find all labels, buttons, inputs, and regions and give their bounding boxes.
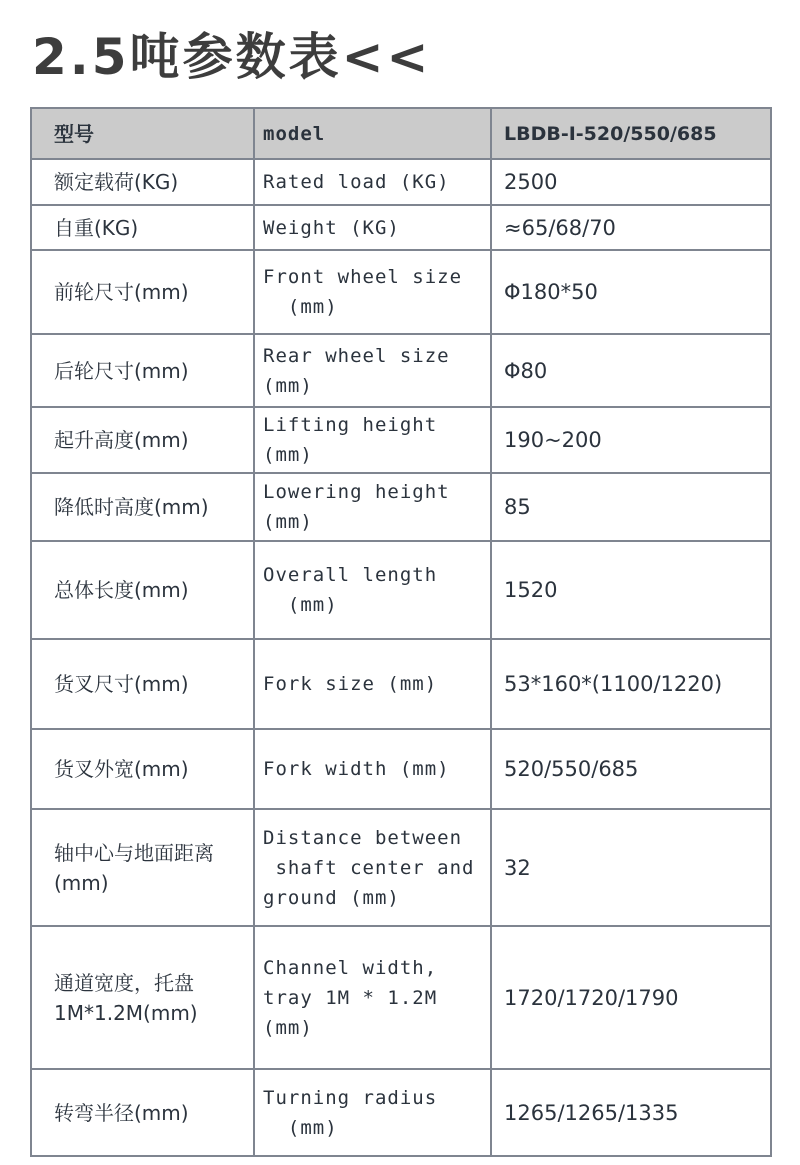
header-model-value: LBDB-Ⅰ-520/550/685 [491, 108, 771, 159]
param-name-en-line: (mm) [263, 511, 313, 533]
param-name-cn: 起升高度(mm) [31, 407, 254, 473]
param-name-en [254, 926, 491, 1069]
param-name-en-line: shaft center and [263, 856, 475, 879]
param-name-en-line: (mm) [263, 594, 338, 616]
param-name-en [254, 334, 491, 407]
param-name-en-line: Channel width, [263, 956, 438, 979]
table-row [31, 334, 771, 407]
param-value: 1720/1720/1790 [491, 926, 771, 1069]
table-row [31, 926, 771, 1069]
param-value: Φ80 [491, 334, 771, 407]
table-row [31, 729, 771, 809]
param-name-en-line: Front wheel size [263, 266, 463, 288]
param-value: ≈65/68/70 [491, 205, 771, 250]
param-name-en [254, 729, 491, 809]
param-name-en-line: Weight (KG) [263, 216, 400, 239]
header-cn: 型号 [31, 108, 254, 159]
param-name-en-line: Rated load (KG) [263, 171, 450, 193]
param-name-en-line: Overall length [263, 564, 438, 586]
param-name-en-line: (mm) [263, 1116, 338, 1139]
table-row [31, 809, 771, 926]
param-value: 53*160*(1100/1220) [491, 639, 771, 729]
param-name-en-line: Lowering height [263, 481, 450, 503]
param-name-en [254, 639, 491, 729]
table-row [31, 250, 771, 334]
param-value: 85 [491, 473, 771, 541]
param-name-en-line: Turning radius [263, 1086, 438, 1109]
param-name-en [254, 407, 491, 473]
table-row [31, 639, 771, 729]
param-name-en [254, 205, 491, 250]
table-row [31, 473, 771, 541]
param-name-cn: 轴中心与地面距离(mm) [31, 809, 254, 926]
param-name-en-line: (mm) [263, 444, 313, 466]
param-name-en-line: (mm) [263, 374, 313, 397]
param-name-en-line: Fork width (mm) [263, 758, 450, 780]
param-name-en-line: Distance between [263, 826, 463, 849]
param-name-cn: 通道宽度，托盘1M*1.2M(mm) [31, 926, 254, 1069]
param-name-cn: 转弯半径(mm) [31, 1069, 254, 1156]
header-en: model [254, 108, 491, 159]
param-name-cn: 前轮尺寸(mm) [31, 250, 254, 334]
table-header-row [31, 108, 771, 159]
param-name-cn: 货叉尺寸(mm) [31, 639, 254, 729]
param-name-en [254, 250, 491, 334]
param-name-cn: 额定载荷(KG) [31, 159, 254, 205]
table-row [31, 159, 771, 205]
param-value: 190~200 [491, 407, 771, 473]
param-value: 32 [491, 809, 771, 926]
param-name-en-line: (mm) [263, 1016, 313, 1039]
param-value: 1520 [491, 541, 771, 639]
param-name-en [254, 473, 491, 541]
param-name-en-line: tray 1M * 1.2M [263, 986, 438, 1009]
param-name-cn: 总体长度(mm) [31, 541, 254, 639]
table-row [31, 1069, 771, 1156]
page-title: 2.5吨参数表<< [32, 28, 432, 86]
param-name-en-line: Rear wheel size [263, 344, 450, 367]
param-name-cn: 货叉外宽(mm) [31, 729, 254, 809]
param-value: 520/550/685 [491, 729, 771, 809]
spec-table [30, 107, 772, 1157]
param-name-en [254, 809, 491, 926]
param-name-cn: 后轮尺寸(mm) [31, 334, 254, 407]
param-value: 2500 [491, 159, 771, 205]
param-name-en [254, 1069, 491, 1156]
param-name-en-line: Fork size (mm) [263, 673, 438, 695]
param-value: 1265/1265/1335 [491, 1069, 771, 1156]
param-name-en-line: (mm) [263, 296, 338, 318]
param-name-en-line: Lifting height [263, 414, 438, 436]
table-row [31, 407, 771, 473]
table-row [31, 541, 771, 639]
param-name-en [254, 541, 491, 639]
param-value: Φ180*50 [491, 250, 771, 334]
param-name-cn: 降低时高度(mm) [31, 473, 254, 541]
param-name-en-line: ground (mm) [263, 886, 400, 909]
param-name-cn: 自重(KG) [31, 205, 254, 250]
table-row [31, 205, 771, 250]
param-name-en [254, 159, 491, 205]
